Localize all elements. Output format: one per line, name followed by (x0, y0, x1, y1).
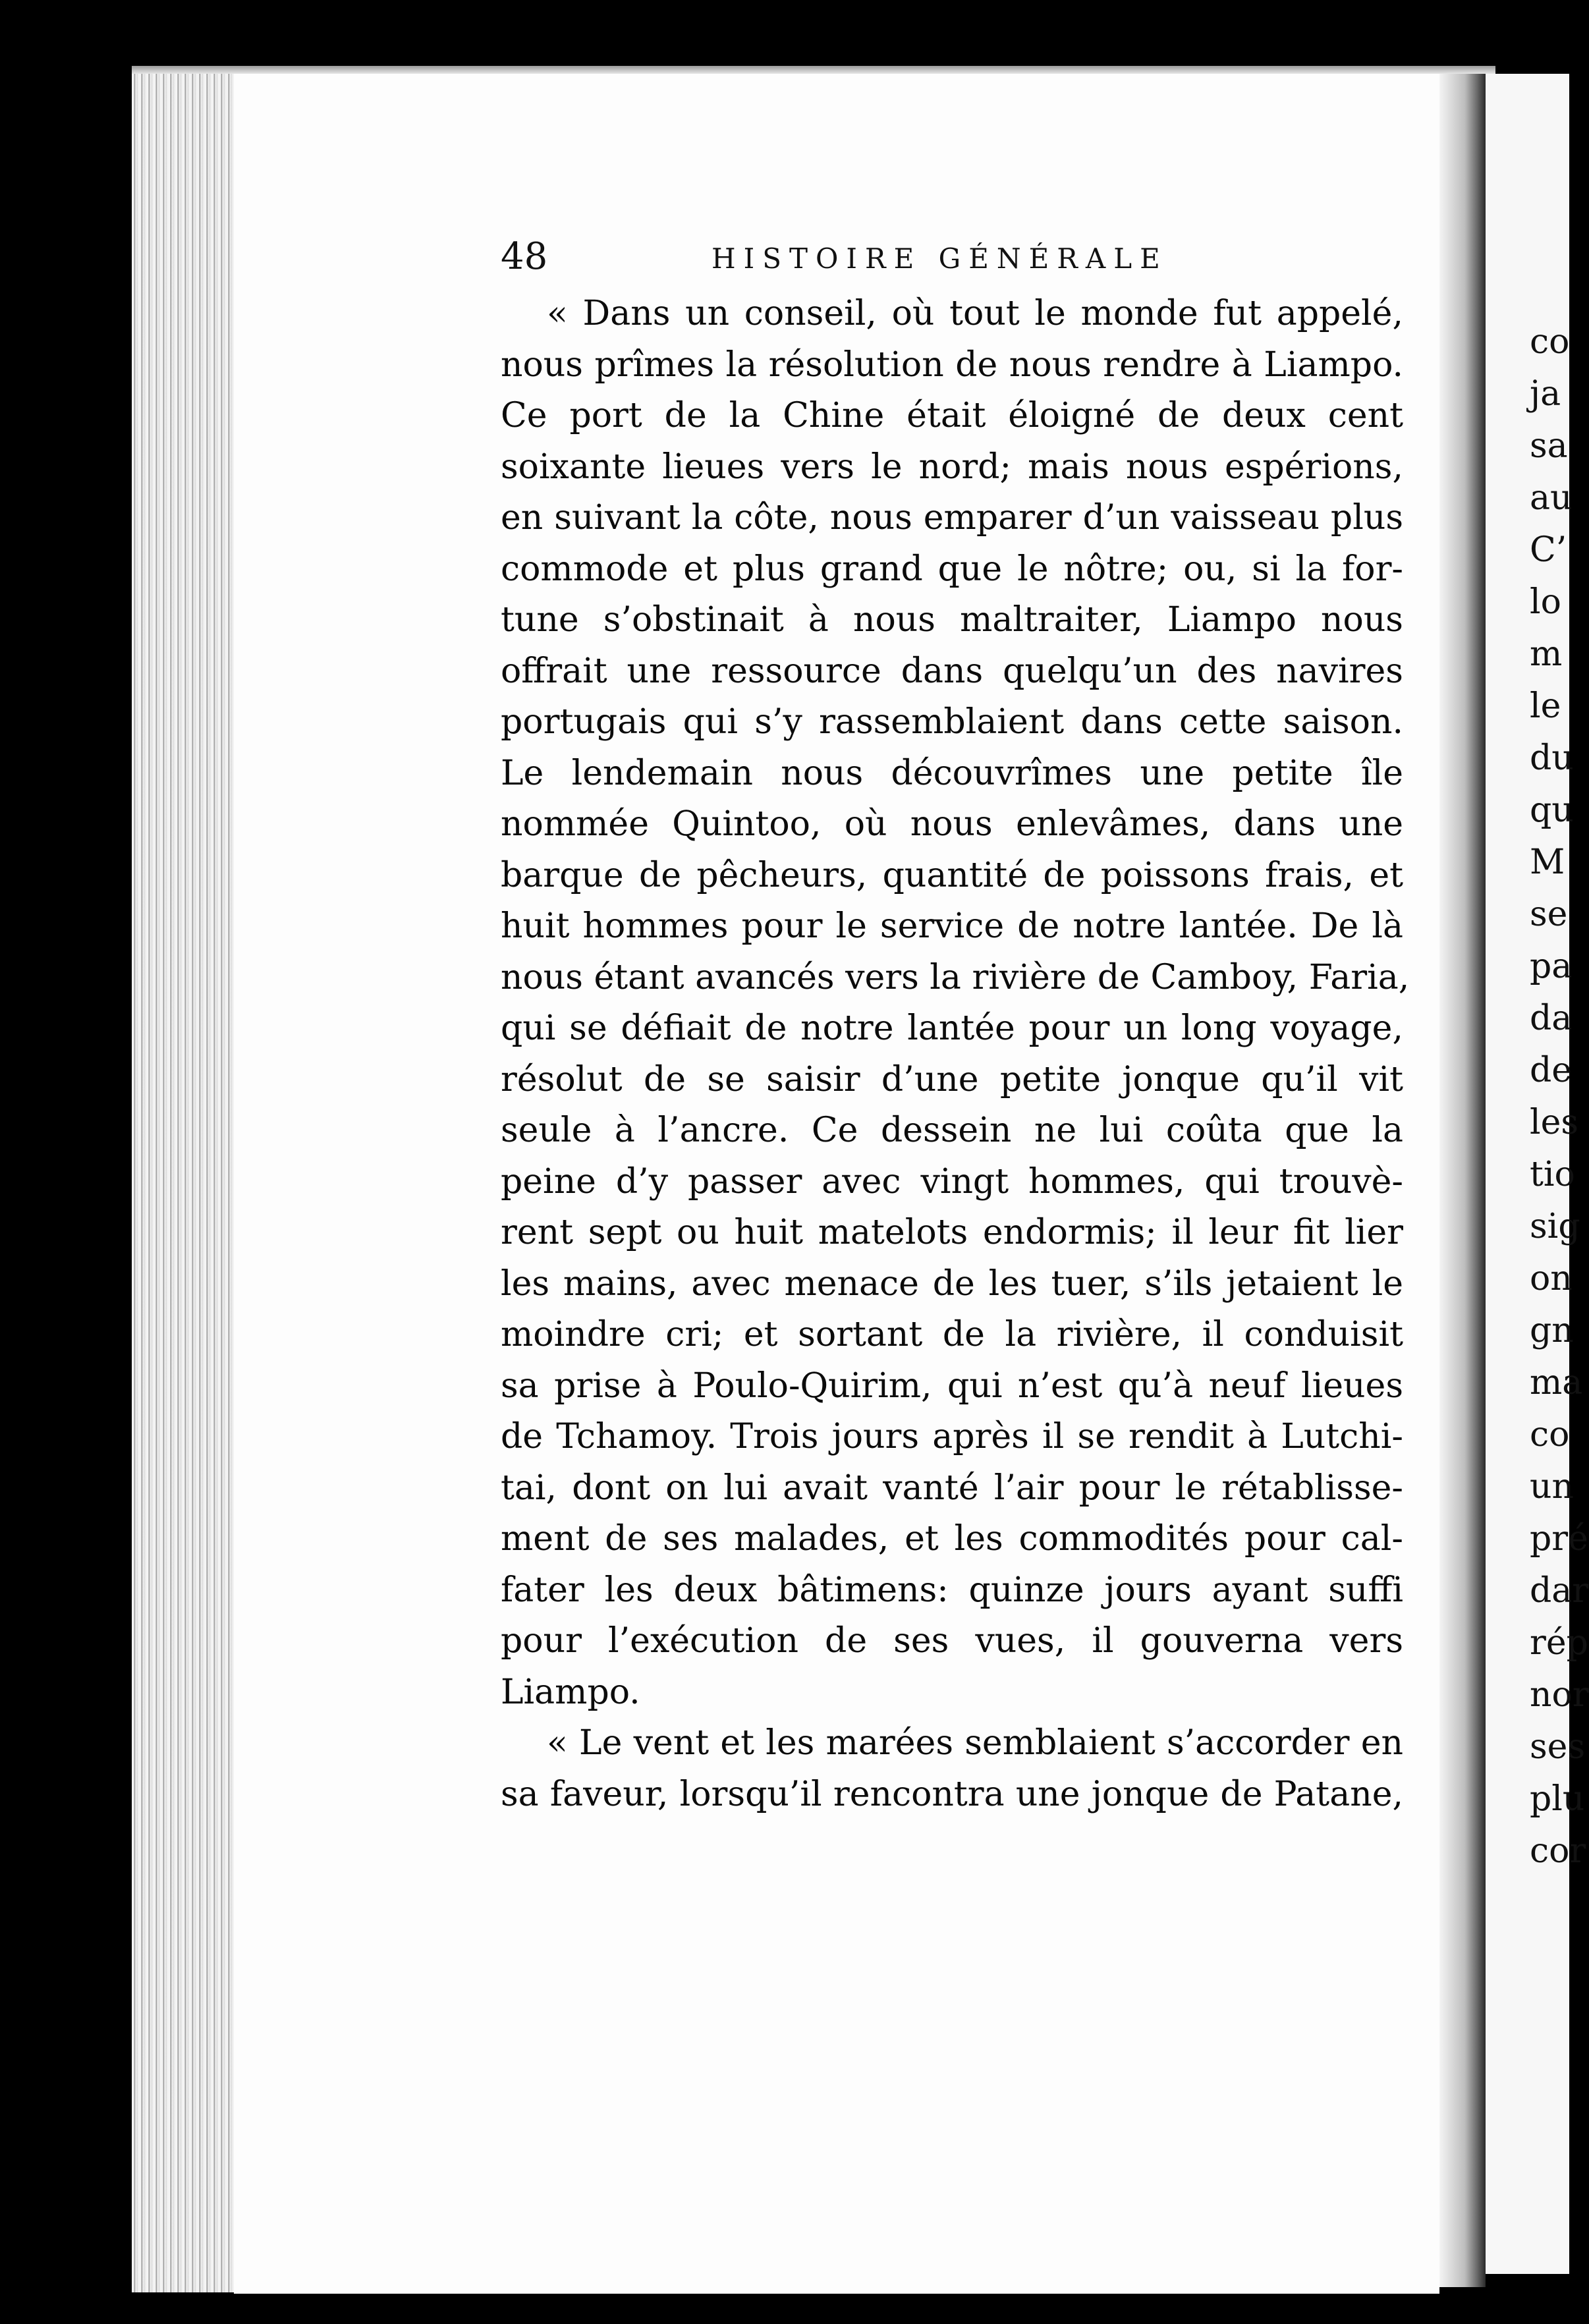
facing-page-fragment: du (1530, 738, 1574, 778)
text-line: tai, dont on lui avait vanté l’air pour le rétablisse- (501, 1468, 1403, 1508)
text-line: « Le vent et les marées semblaient s’accorder en (547, 1723, 1403, 1763)
facing-page-fragment: les (1530, 1103, 1579, 1142)
facing-page-fragment: C’ (1530, 530, 1567, 570)
text-line: nommée Quintoo, où nous enlevâmes, dans une (501, 804, 1403, 844)
facing-page-fragment: nor (1530, 1675, 1589, 1715)
text-line: huit hommes pour le service de notre lantée. De là (501, 906, 1403, 946)
facing-page-fragment: pa (1530, 947, 1573, 986)
text-line: sa faveur, lorsqu’il rencontra une jonque de Patane, (501, 1774, 1403, 1814)
facing-page-fragment: plu (1530, 1779, 1585, 1819)
running-head: HISTOIRE GÉNÉRALE (711, 242, 1168, 275)
text-line: résolut de se saisir d’une petite jonque qu’il vit (501, 1059, 1403, 1099)
text-line: nous prîmes la résolution de nous rendre à Liampo. (501, 345, 1403, 385)
facing-page-fragment: ja (1530, 374, 1561, 414)
facing-page-fragment: qu (1530, 790, 1574, 830)
facing-page-fragment: le (1530, 686, 1561, 726)
facing-page-fragment: dar (1530, 1571, 1589, 1611)
text-line: nous étant avancés vers la rivière de Camboy, Faria, (501, 957, 1410, 997)
facing-page-fragment: sig (1530, 1207, 1580, 1246)
facing-page-fragment: rép (1530, 1623, 1588, 1663)
text-line: fater les deux bâtimens: quinze jours ayant suffi (501, 1570, 1403, 1610)
text-line: « Dans un conseil, où tout le monde fut appelé, (547, 294, 1403, 333)
page-top-edge (132, 66, 1495, 74)
page-header (501, 234, 1410, 280)
page-number: 48 (501, 235, 548, 278)
text-line: rent sept ou huit matelots endormis; il leur fit lier (501, 1213, 1403, 1252)
facing-page-fragment: sa (1530, 426, 1568, 466)
text-line: les mains, avec menace de les tuer, s’ils jetaient le (501, 1263, 1403, 1304)
text-line: barque de pêcheurs, quantité de poissons frais, et (501, 855, 1403, 895)
facing-page-fragment: un (1530, 1467, 1574, 1507)
text-line: portugais qui s’y rassemblaient dans cette saison. (501, 702, 1403, 742)
text-line: seule à l’ancre. Ce dessein ne lui coûta que la (501, 1111, 1403, 1150)
facing-page-fragment: m (1530, 634, 1563, 674)
facing-page-fragment: tio (1530, 1155, 1575, 1194)
page-edge-stack (132, 66, 237, 2292)
facing-page-fragment: cor (1530, 1831, 1586, 1871)
text-line: de Tchamoy. Trois jours après il se rendit à Lutchi- (501, 1417, 1403, 1456)
text-line: pour l’exécution de ses vues, il gouverna vers (501, 1621, 1403, 1661)
facing-page-fragment: de (1530, 1051, 1573, 1090)
text-line: soixante lieues vers le nord; mais nous espérions, (501, 447, 1403, 487)
text-line: peine d’y passer avec vingt hommes, qui trouvè- (501, 1161, 1403, 1202)
facing-page-fragment: M (1530, 843, 1565, 882)
text-line: ment de ses malades, et les commodités pour cal- (501, 1519, 1403, 1559)
text-line: commode et plus grand que le nôtre; ou, si la for- (501, 549, 1403, 589)
facing-page-fragment: se (1530, 895, 1568, 934)
text-line: en suivant la côte, nous emparer d’un vaisseau plus (501, 498, 1403, 538)
facing-page-fragment: gn (1530, 1311, 1574, 1350)
facing-page-fragment: lo (1530, 582, 1561, 622)
facing-page-fragment: ma (1530, 1363, 1583, 1402)
facing-page-fragment: pré (1530, 1519, 1588, 1559)
text-line: tune s’obstinait à nous maltraiter, Liampo nous (501, 600, 1403, 640)
facing-page-fragment: co (1530, 1415, 1570, 1454)
text-line: sa prise à Poulo-Quirim, qui n’est qu’à neuf lieues (501, 1366, 1403, 1406)
text-line: offrait une ressource dans quelqu’un des navires (501, 651, 1403, 691)
facing-page-fragment: co (1530, 322, 1570, 362)
facing-page-fragment: da (1530, 999, 1573, 1038)
text-line: qui se défiait de notre lantée pour un long voyage, (501, 1009, 1403, 1048)
body-text (501, 289, 1410, 1820)
facing-page-fragment: ses (1530, 1727, 1586, 1767)
text-line: Le lendemain nous découvrîmes une petite île (501, 753, 1403, 793)
gutter-shadow (1439, 74, 1486, 2287)
facing-page-text (1530, 316, 1589, 1877)
facing-page-fragment: au (1530, 478, 1573, 518)
text-line: Ce port de la Chine était éloigné de deux cent (501, 396, 1403, 435)
facing-page-fragment: on (1530, 1259, 1573, 1298)
text-line: Liampo. (501, 1672, 640, 1712)
text-line: moindre cri; et sortant de la rivière, il conduisit (501, 1315, 1403, 1354)
